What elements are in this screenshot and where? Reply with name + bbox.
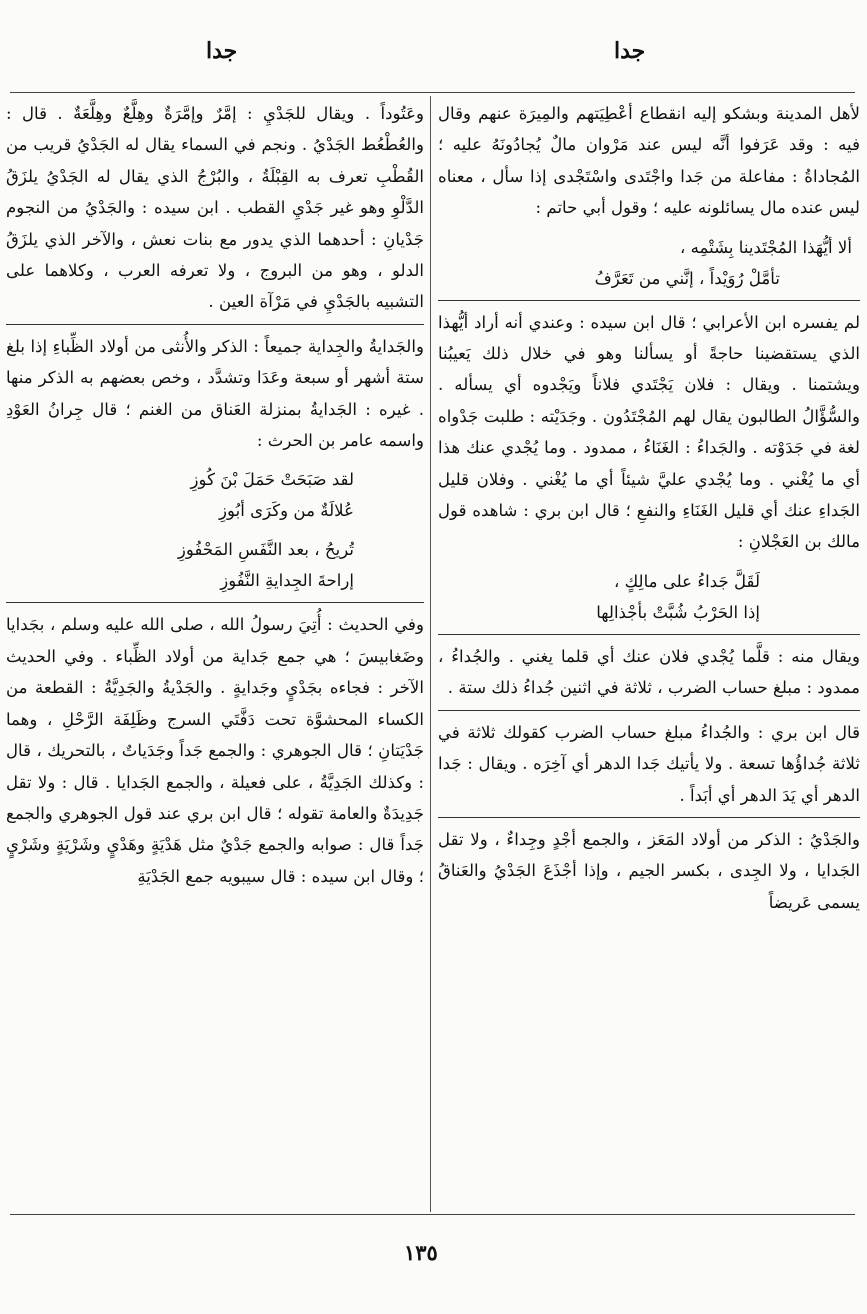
paragraph: وعَتُوداً . ويقال للجَدْيِ : إمَّرٌ وإمَّرَةٌ وهِلَّعٌ وهِلَّعَةٌ . قال : والعُطْعُط الجَدْيُ . ونجم في السماء يقال له الجَدْيُ قريب من القُطْبِ تعرف به القِبْلَةُ ، والبُرْجُ الذي يقال له الجَدْيُ يلزَقُ الدَّلْوِ وهو غير جَدْيِ القطب . ابن سيده : والجَدْيُ من النجوم جَدْيانِ : أحدهما الذي يدور مع بنات نعش ، والآخر الذي يلزَقُ الدلو ، وهو من البروج ، ولا تعرفه العرب ، وكلاهما على التشبيه بالجَدْيِ في مَرْآة العين . [6, 104, 424, 312]
running-header-left: جدا [206, 38, 238, 64]
verse-line: لَقَلَّ جَداءُ على مالِكٍ ، [613, 571, 760, 591]
top-rule [10, 92, 855, 93]
paragraph: والجَدايةُ والجِداية جميعاً : الذكر والأُنثى من أولاد الظِّباءِ إذا بلغ ستة أشهر أو سبعة وعَدَا وتشدَّد ، وخص بعضهم به الذكر منها . غيره : الجَدايةُ بمنزلة العَناق من الغنم ؛ قال جِرانُ العَوْدِ واسمه عامر بن الحرث : [6, 336, 424, 451]
paragraph: لأهل المدينة وبشكو إليه انقطاع أعْطِيَتهم والمِيرَة عنهم وقال فيه : وقد عَرَفوا أنَّه ليس عند مَرْوان مالٌ يُجادُونَهُ عليه ؛ المُجاداةُ : مفاعلة من جَدا واجْتَدى واسْتَجْدى إذا سأل ، معناه ليس عنده مال يسائلونه عليه ؛ وقول أبي حاتم : [438, 104, 860, 218]
left-column [6, 98, 424, 1210]
verse-line: عُلالَةٌ من وكَرَى أبُوزِ [219, 501, 354, 521]
verse-line: إذا الحَرْبُ شُبَّتْ بأجْذالِها [596, 602, 760, 622]
verse-line: تأمَّلْ رُوَيْداً ، إنَّني من تَعَرَّفُ [594, 268, 780, 288]
paragraph: قال ابن بري : والجُداءُ مبلغ حساب الضرب كقولك ثلاثة في ثلاثة جُداؤُها تسعة . ولا يأتيك جَدا الدهر أي آخِرَه . ويقال : جَدا الدهر أي يَدَ الدهر أي أبَداً . [438, 722, 860, 805]
verse-line: تُريحُ ، بعد النَّفَسِ المَحْفُوزِ [177, 540, 354, 560]
verse-line: إراحةَ الجِدايةِ النَّفُوزِ [220, 571, 354, 591]
verse-block [438, 566, 860, 628]
running-header-right: جدا [614, 38, 646, 64]
paragraph: لم يفسره ابن الأعرابي ؛ قال ابن سيده : وعندي أنه أراد أيُّهذا الذي يستقضينا حاجةً أو يسألنا وهو في خلال ذلك يَعيبُنا ويشتمنا . ويقال : فلان يَجْتَدي فلاناً ويَجْدوه أي يسأله . والسُّؤَّالُ الطالبون يقال لهم المُجْتَدُون . وجَدَيْته : طلبت جَدْواه لغة في جَدَوْته . والجَداءُ : الغَنَاءُ ، ممدود . وما يُجْدي عنك هذا أي ما يُغْني . وما يُجْدي عليَّ شيئاً أي ما يُغْني . وفلان قليل الجَداءِ عنك أي قليل الغَنَاءِ والنفعِ ؛ قال ابن بري : شاهده قول مالك بن العَجْلانِ : [438, 312, 860, 552]
section-rule [438, 710, 860, 711]
page-number: ١٣٥ [404, 1240, 438, 1265]
verse-block [6, 464, 424, 526]
column-divider [430, 96, 431, 1212]
paragraph: وفي الحديث : أُتِيَ رسولُ الله ، صلى الله عليه وسلم ، بجَدايا وضَغابيسَ ؛ هي جمع جَداية من أولاد الظِّباء . وفي الحديث الآخر : فجاءه بجَدْيٍ وجَدايةٍ . والجَدْيةُ والجَدِيَّةُ : القطعة من الكساء المحشوَّة تحت دَفَّتَي السرج وظَلِفَة الرَّحْلِ ، وهما جَدْيَتانِ ؛ قال الجوهري : والجمع جَداً وجَدَياتٌ ، بالتحريك ، قال : وكذلك الجَدِيَّةُ ، على فعيلة ، والجمع الجَدايا . قال : ولا تقل جَدِيدَةٌ والعامة تقوله ؛ قال ابن بري عند قول الجوهري والجمع جَداً قال : صوابه والجمع جَدْيٌ مثل هَدْيَةٍ وهَدْيٍ وشَرْيَةٍ وشَرْيٍ ؛ وقال ابن سيده : قال سيبويه جمع الجَدْيَةِ [6, 615, 424, 886]
section-rule [438, 817, 860, 818]
section-rule [438, 634, 860, 635]
verse-block [438, 232, 860, 294]
section-rule [438, 300, 860, 301]
verse-line: لقد صَبَحَتْ حَمَلَ بْنَ كُوزِ [190, 470, 354, 490]
paragraph: والجَدْيُ : الذكر من أولاد المَعَز ، والجمع أجْدٍ وجِداءٌ ، ولا تقل الجَدايا ، ولا الجِدى ، بكسر الجيم ، وإذا أجْذَعَ الجَدْيُ والعَناقُ يسمى عَريضاً [438, 829, 860, 912]
section-rule [6, 602, 424, 603]
verse-block [6, 534, 424, 596]
section-rule [6, 324, 424, 325]
bottom-rule [10, 1214, 855, 1215]
paragraph: ويقال منه : قلَّما يُجْدي فلان عنك أي قلما يغني . والجُداءُ ، ممدود : مبلغ حساب الضرب ، ثلاثة في اثنين جُداءُ ذلك ستة . [438, 646, 860, 698]
right-column [438, 98, 860, 1210]
verse-line: ألا أيُّهَذا المُجْتَدينا بِشَتْمِه ، [679, 237, 852, 257]
